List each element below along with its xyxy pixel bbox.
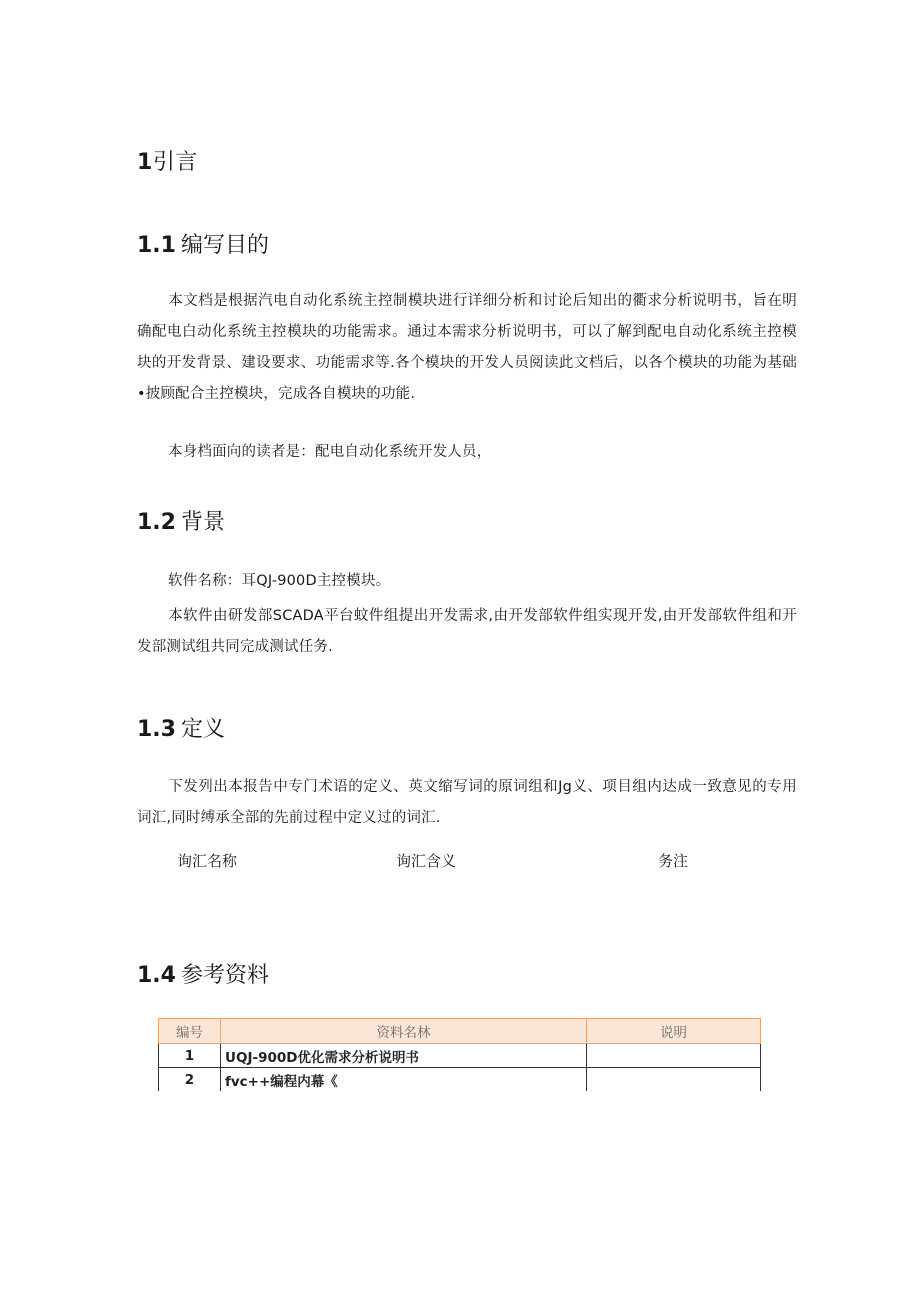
- section-number: 1.1: [137, 233, 176, 258]
- table-header-row: [159, 1019, 761, 1044]
- chapter-heading: [137, 145, 198, 176]
- section-1-3-heading: [137, 712, 225, 743]
- def-col-remark: 务注: [658, 852, 689, 870]
- section-title: 编写目的: [181, 233, 270, 258]
- section-1-4-heading: [137, 958, 269, 989]
- section-title: 背景: [181, 510, 226, 535]
- section-1-1-heading: [137, 228, 269, 259]
- row-name: fvc++编程内幕《: [221, 1068, 587, 1092]
- def-col-meaning: 询汇含义: [396, 852, 457, 870]
- section-title: 参考资料: [181, 963, 270, 988]
- row-note: [587, 1068, 761, 1092]
- definition-paragraph: 下发列出本报告中专门术语的定义、英文缩写词的原词组和Jg义、项目组内达成一致意见的专用词汇,同时缚承全部的先前过程中定义过的词汇.: [137, 779, 797, 826]
- row-id: 2: [159, 1068, 221, 1092]
- section-number: 1.2: [137, 510, 176, 535]
- reference-table: [158, 1018, 761, 1091]
- audience-line: 本身档面向的读者是：配电自动化系统开发人员，: [168, 444, 492, 460]
- row-note: [587, 1044, 761, 1068]
- row-name: UQJ-900D优化需求分析说明书: [221, 1044, 587, 1068]
- section-title: 定义: [181, 717, 226, 742]
- section-number: 1.4: [137, 963, 176, 988]
- row-id: 1: [159, 1044, 221, 1068]
- header-id: 编号: [159, 1019, 221, 1044]
- background-paragraph: 本软件由研发部SCADA平台蚊件组提出开发需求,由开发部软件组实现开发,由开发部软件组和开发部测试组共同完成测试任务.: [137, 608, 797, 655]
- header-note: 说明: [587, 1019, 761, 1044]
- section-number: 1.3: [137, 717, 176, 742]
- header-name: 资料名林: [221, 1019, 587, 1044]
- table-row: [159, 1044, 761, 1068]
- purpose-paragraph: 本文档是根据汽电自动化系统主控制模块进行详细分析和讨论后知出的衢求分析说明书，旨在明确配电白动化系统主控模块的功能需求。通过本需求分析说明书，可以了解到配电自动化系统主控模块的开发背景、建设要求、功能需求等.各个模块的开发人员阅读此文档后，以各个模块的功能为基础•披顾配合主控模块，完成各自模块的功能.: [137, 293, 797, 402]
- chapter-title: 引言: [152, 150, 198, 175]
- def-col-term: 询汇名称: [177, 852, 238, 870]
- table-row: [159, 1068, 761, 1092]
- chapter-number: 1: [137, 150, 153, 175]
- section-1-2-heading: [137, 505, 225, 536]
- software-name-line: 软件名称：耳QJ-900D主控模块。: [168, 573, 391, 589]
